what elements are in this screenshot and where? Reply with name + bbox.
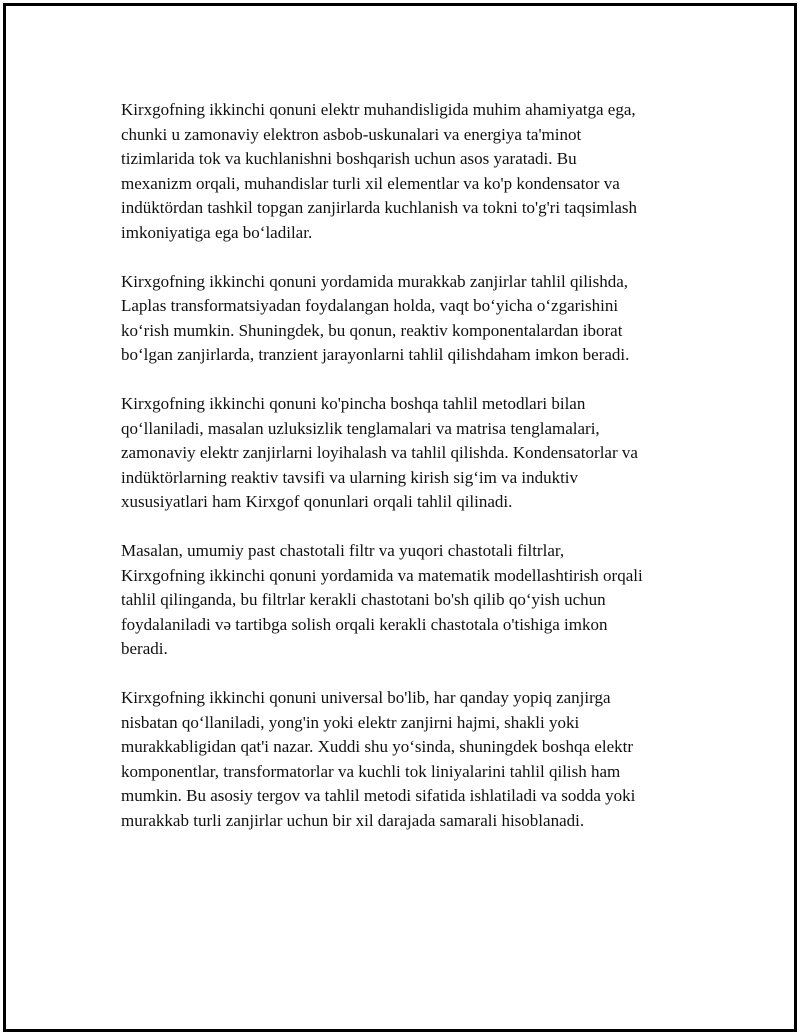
paragraph-4: Masalan, umumiy past chastotali filtr va yuqori chastotali filtrlar, Kirxgofning ikkinchi qonuni yordamida va matematik modellashtirish orqali tahlil qilinganda, bu filtrlar kerakli chastotani bo'sh qilib qo‘yish uchun foydalaniladi və tartibga solish orqali kerakli chastotala o'tishiga imkon beradi. xyxy=(121,541,643,658)
paragraph-2: Kirxgofning ikkinchi qonuni yordamida murakkab zanjirlar tahlil qilishda, Laplas transformatsiyadan foydalangan holda, vaqt bo‘yicha o‘zgarishini ko‘rish mumkin. Shuningdek, bu qonun, reaktiv komponentalardan iborat bo‘lgan zanjirlarda, tranzient jarayonlarni tahlil qilishdaham imkon beradi. xyxy=(121,271,630,364)
paragraph-3: Kirxgofning ikkinchi qonuni ko'pincha boshqa tahlil metodlari bilan qo‘llaniladi, masalan uzluksizlik tenglamalari va matrisa tenglamalari, zamonaviy elektr zanjirlarni loyihalash va tahlil qilishda. Kondensatorlar va indüktörlarning reaktiv tavsifi va ularning kirish sig‘im va induktiv xususiyatlari ham Kirxgof qonunlari orqali tahlil qilinadi. xyxy=(121,394,638,511)
paragraph-1: Kirxgofning ikkinchi qonuni elektr muhandisligida muhim ahamiyatga ega, chunki u zamonaviy elektron asbob-uskunalari va energiya ta'minot tizimlarida tok va kuchlanishni boshqarish uchun asos yaratadi. Bu mexanizm orqali, muhandislar turli xil elementlar va ko'p kondensator va indüktördan tashkil topgan zanjirlarda kuchlanish va tokni to'g'ri taqsimlash imkoniyatiga ega bo‘ladilar. xyxy=(121,100,638,242)
page-frame xyxy=(3,3,797,1032)
document-body xyxy=(121,98,691,858)
paragraph-5: Kirxgofning ikkinchi qonuni universal bo'lib, har qanday yopiq zanjirga nisbatan qo‘llaniladi, yong'in yoki elektr zanjirni hajmi, shakli yoki murakkabligidan qat'i nazar. Xuddi shu yo‘sinda, shuningdek boshqa elektr komponentlar, transformatorlar va kuchli tok liniyalarini tahlil qilish ham mumkin. Bu asosiy tergov va tahlil metodi sifatida ishlatiladi va sodda yoki murakkab turli zanjirlar uchun bir xil darajada samarali hisoblanadi. xyxy=(121,688,636,830)
